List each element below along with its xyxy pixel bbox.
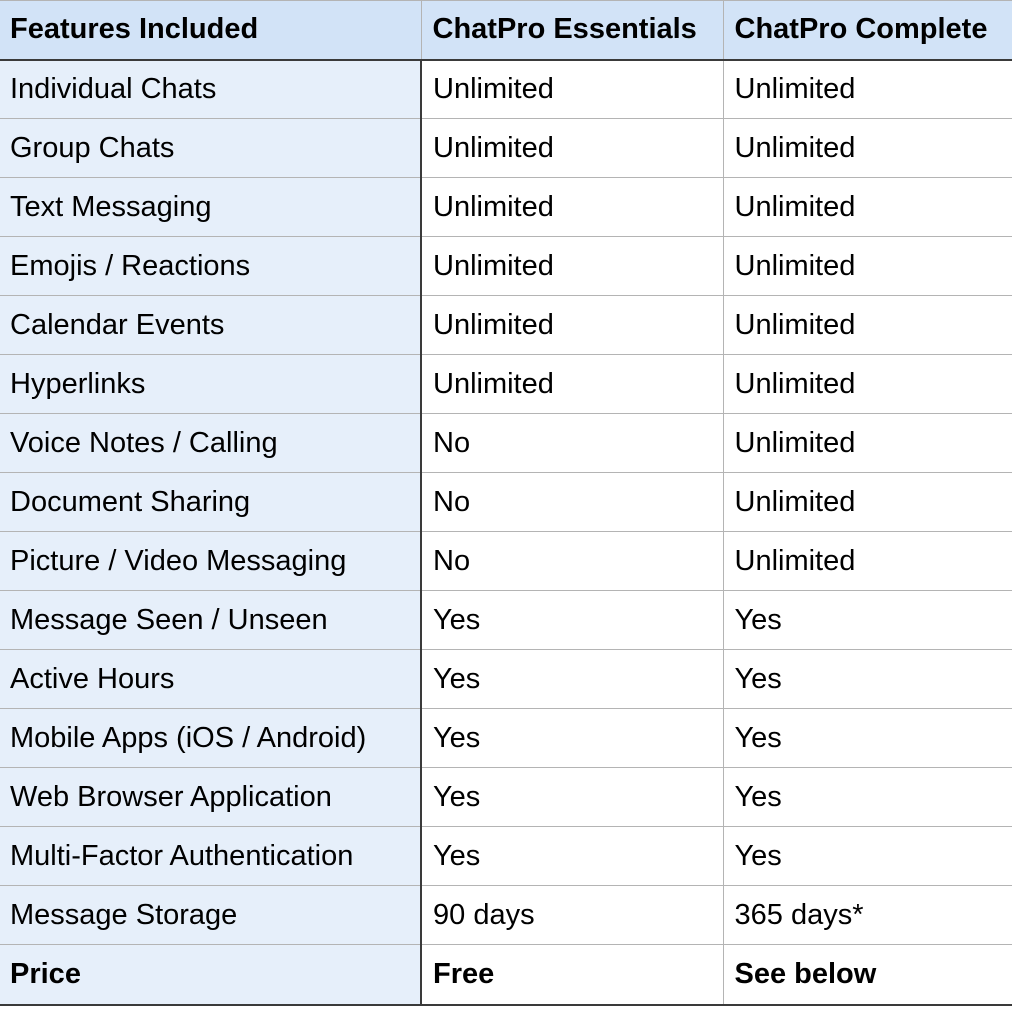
- table-row: [0, 591, 1012, 650]
- table-row: [0, 709, 1012, 768]
- header-row: [0, 1, 1012, 60]
- essentials-cell: No: [421, 532, 723, 591]
- essentials-cell: Yes: [421, 591, 723, 650]
- essentials-cell: No: [421, 414, 723, 473]
- feature-cell: Multi-Factor Authentication: [0, 827, 421, 886]
- complete-cell: Unlimited: [723, 355, 1012, 414]
- feature-cell: Mobile Apps (iOS / Android): [0, 709, 421, 768]
- complete-cell: Unlimited: [723, 237, 1012, 296]
- complete-cell: Yes: [723, 591, 1012, 650]
- complete-cell: Yes: [723, 827, 1012, 886]
- complete-cell: Unlimited: [723, 119, 1012, 178]
- complete-cell: Unlimited: [723, 296, 1012, 355]
- essentials-cell: Yes: [421, 709, 723, 768]
- essentials-cell: Unlimited: [421, 60, 723, 119]
- feature-cell: Picture / Video Messaging: [0, 532, 421, 591]
- table-row: [0, 768, 1012, 827]
- feature-cell: Text Messaging: [0, 178, 421, 237]
- essentials-cell: 90 days: [421, 886, 723, 945]
- essentials-cell: Unlimited: [421, 119, 723, 178]
- table-row: [0, 414, 1012, 473]
- feature-cell: Emojis / Reactions: [0, 237, 421, 296]
- price-label: Price: [0, 945, 421, 1005]
- essentials-price: Free: [421, 945, 723, 1005]
- feature-cell: Individual Chats: [0, 60, 421, 119]
- essentials-cell: Unlimited: [421, 237, 723, 296]
- header-plan-essentials: ChatPro Essentials: [421, 1, 723, 60]
- table-row: [0, 178, 1012, 237]
- table-row: [0, 650, 1012, 709]
- table-row: [0, 886, 1012, 945]
- essentials-cell: Unlimited: [421, 355, 723, 414]
- feature-cell: Document Sharing: [0, 473, 421, 532]
- table-row: [0, 296, 1012, 355]
- essentials-cell: Yes: [421, 650, 723, 709]
- table-row: [0, 355, 1012, 414]
- complete-cell: 365 days*: [723, 886, 1012, 945]
- complete-cell: Unlimited: [723, 60, 1012, 119]
- essentials-cell: Yes: [421, 827, 723, 886]
- complete-price: See below: [723, 945, 1012, 1005]
- header-plan-complete: ChatPro Complete: [723, 1, 1012, 60]
- table-row: [0, 532, 1012, 591]
- essentials-cell: Yes: [421, 768, 723, 827]
- feature-cell: Web Browser Application: [0, 768, 421, 827]
- feature-cell: Group Chats: [0, 119, 421, 178]
- feature-cell: Calendar Events: [0, 296, 421, 355]
- feature-cell: Voice Notes / Calling: [0, 414, 421, 473]
- complete-cell: Yes: [723, 768, 1012, 827]
- essentials-cell: Unlimited: [421, 178, 723, 237]
- complete-cell: Yes: [723, 709, 1012, 768]
- complete-cell: Unlimited: [723, 532, 1012, 591]
- price-row: [0, 945, 1012, 1005]
- table-row: [0, 827, 1012, 886]
- feature-cell: Message Storage: [0, 886, 421, 945]
- table-row: [0, 473, 1012, 532]
- header-features: Features Included: [0, 1, 421, 60]
- table-row: [0, 60, 1012, 119]
- complete-cell: Yes: [723, 650, 1012, 709]
- table-row: [0, 119, 1012, 178]
- essentials-cell: No: [421, 473, 723, 532]
- feature-cell: Active Hours: [0, 650, 421, 709]
- complete-cell: Unlimited: [723, 473, 1012, 532]
- complete-cell: Unlimited: [723, 414, 1012, 473]
- complete-cell: Unlimited: [723, 178, 1012, 237]
- table-row: [0, 237, 1012, 296]
- feature-cell: Hyperlinks: [0, 355, 421, 414]
- essentials-cell: Unlimited: [421, 296, 723, 355]
- feature-cell: Message Seen / Unseen: [0, 591, 421, 650]
